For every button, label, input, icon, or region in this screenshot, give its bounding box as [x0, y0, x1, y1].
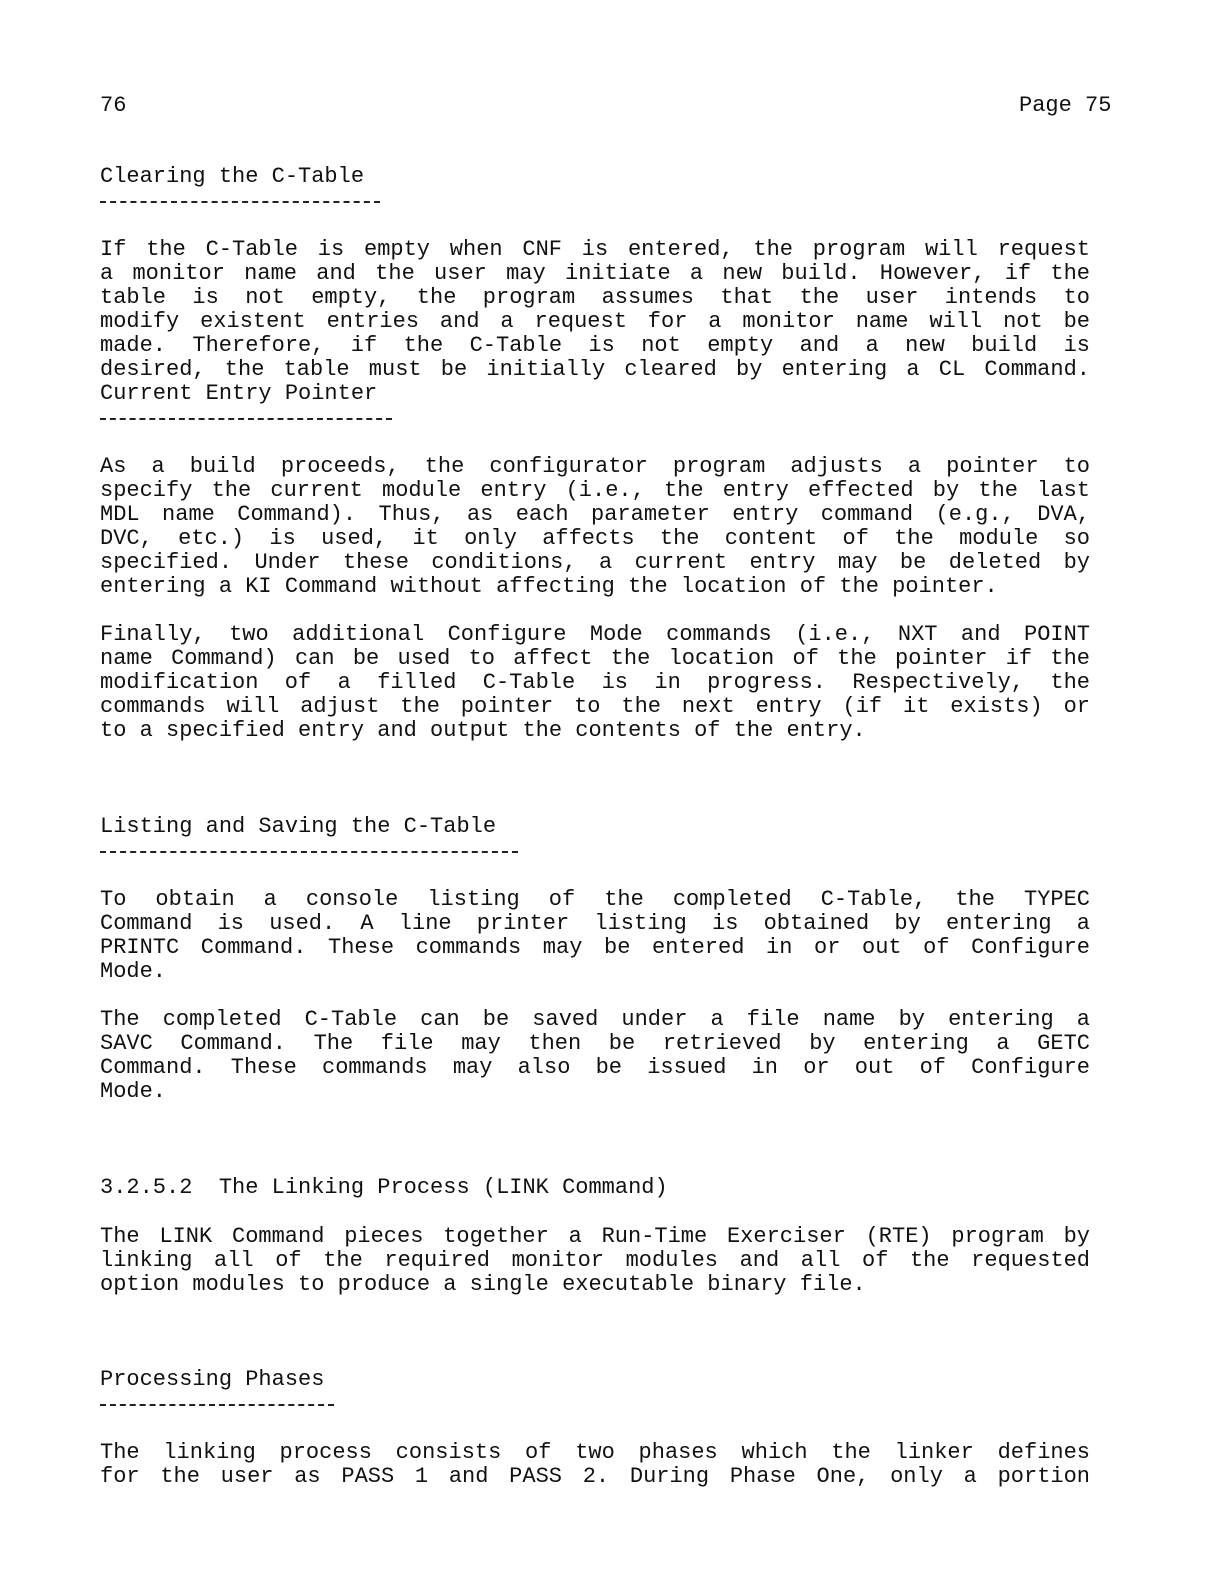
heading-underline: [100, 1404, 334, 1406]
heading-underline: [100, 201, 380, 203]
text-line: SAVC Command. The file may then be retrieved by entering a GETC: [100, 1032, 1090, 1056]
section-heading-linking: 3.2.5.2 The Linking Process (LINK Command): [100, 1175, 668, 1200]
heading-underline: [100, 851, 518, 853]
text-line: entering a KI Command without affecting the location of the pointer.: [100, 575, 998, 599]
text-line: a monitor name and the user may initiate a new build. However, if the: [100, 262, 1090, 286]
text-line: specified. Under these conditions, a current entry may be deleted by: [100, 551, 1090, 575]
text-line: The linking process consists of two phases which the linker defines: [100, 1441, 1090, 1465]
text-line: commands will adjust the pointer to the next entry (if it exists) or: [100, 695, 1090, 719]
paragraph-listing-2: [100, 1008, 1090, 1104]
text-line: Mode.: [100, 960, 167, 984]
text-line: To obtain a console listing of the completed C-Table, the TYPEC: [100, 888, 1090, 912]
text-line: name Command) can be used to affect the location of the pointer if the: [100, 647, 1090, 671]
text-line: made. Therefore, if the C-Table is not empty and a new build is: [100, 334, 1090, 358]
text-line: table is not empty, the program assumes that the user intends to: [100, 286, 1090, 310]
text-line: Finally, two additional Configure Mode commands (i.e., NXT and POINT: [100, 623, 1090, 647]
text-line: desired, the table must be initially cleared by entering a CL Command.: [100, 358, 1090, 382]
text-line: As a build proceeds, the configurator program adjusts a pointer to: [100, 455, 1090, 479]
section-heading-listing: Listing and Saving the C-Table: [100, 814, 497, 839]
paragraph-listing-1: [100, 888, 1090, 984]
text-line: DVC, etc.) is used, it only affects the content of the module so: [100, 527, 1090, 551]
heading-underline: [100, 418, 392, 420]
text-line: Mode.: [100, 1080, 167, 1104]
text-line: for the user as PASS 1 and PASS 2. During Phase One, only a portion: [100, 1465, 1090, 1489]
text-line: Command is used. A line printer listing is obtained by entering a: [100, 912, 1090, 936]
text-line: specify the current module entry (i.e., the entry effected by the last: [100, 479, 1090, 503]
text-line: to a specified entry and output the contents of the entry.: [100, 719, 866, 743]
page-label-right: Page 75: [1019, 93, 1112, 118]
text-line: modification of a filled C-Table is in progress. Respectively, the: [100, 671, 1090, 695]
paragraph-clearing: [100, 238, 1090, 382]
paragraph-pointer-2: [100, 623, 1090, 743]
section-heading-pointer: Current Entry Pointer: [100, 381, 378, 406]
text-line: option modules to produce a single executable binary file.: [100, 1273, 866, 1297]
text-line: MDL name Command). Thus, as each parameter entry command (e.g., DVA,: [100, 503, 1090, 527]
paragraph-linking: [100, 1225, 1090, 1297]
section-heading-phases: Processing Phases: [100, 1367, 325, 1392]
text-line: The LINK Command pieces together a Run-Time Exerciser (RTE) program by: [100, 1225, 1090, 1249]
text-line: modify existent entries and a request for a monitor name will not be: [100, 310, 1090, 334]
paragraph-phases: [100, 1441, 1090, 1489]
page-number-left: 76: [100, 93, 127, 118]
text-line: PRINTC Command. These commands may be entered in or out of Configure: [100, 936, 1090, 960]
text-line: The completed C-Table can be saved under a file name by entering a: [100, 1008, 1090, 1032]
paragraph-pointer-1: [100, 455, 1090, 599]
text-line: Command. These commands may also be issued in or out of Configure: [100, 1056, 1090, 1080]
text-line: If the C-Table is empty when CNF is entered, the program will request: [100, 238, 1090, 262]
text-line: linking all of the required monitor modules and all of the requested: [100, 1249, 1090, 1273]
section-heading-clearing: Clearing the C-Table: [100, 164, 365, 189]
